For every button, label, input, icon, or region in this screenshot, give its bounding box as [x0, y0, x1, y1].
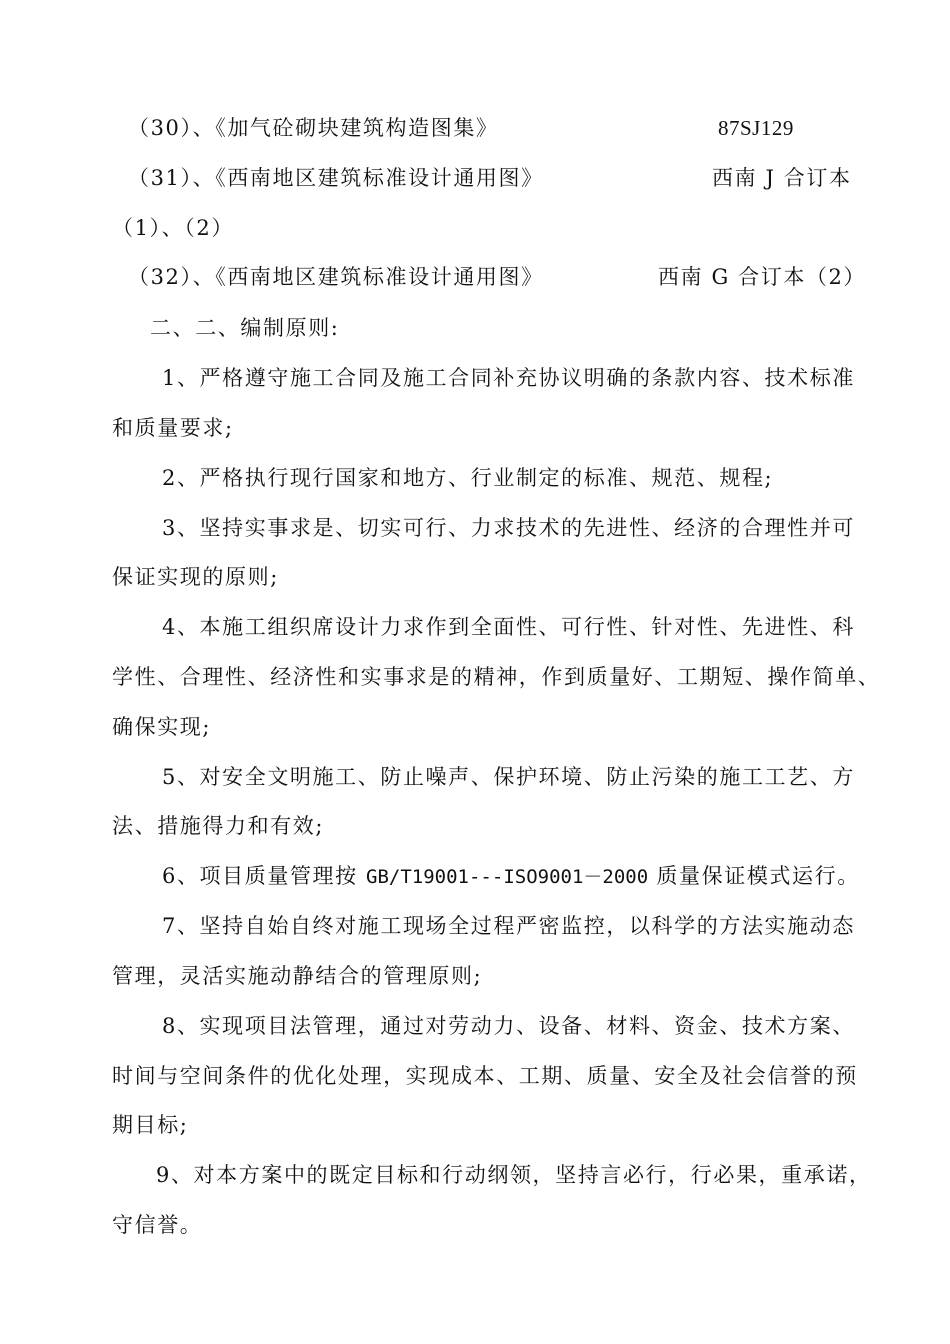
principle-3-line-1: 3、坚持实事求是、切实可行、力求技术的先进性、经济的合理性并可	[162, 516, 855, 540]
ref-30	[128, 113, 499, 143]
ref-30-code	[718, 113, 794, 143]
ref-32-code	[658, 262, 866, 292]
principle-9-line-2: 守信誉。	[112, 1213, 203, 1237]
ref-32	[128, 262, 544, 292]
principle-4-line-2: 学性、合理性、经济性和实事求是的精神，作到质量好、工期短、操作简单、	[112, 665, 881, 689]
principle-1-line-1: 1、严格遵守施工合同及施工合同补充协议明确的条款内容、技术标准	[162, 366, 855, 390]
principle-6-text-b: 质量保证模式运行。	[656, 864, 860, 888]
principle-8-line-3: 期目标;	[112, 1113, 189, 1137]
ref-code: 西南 G 合订本（2）	[658, 265, 867, 289]
principle-2-line-1: 2、严格执行现行国家和地方、行业制定的标准、规范、规程;	[162, 466, 774, 490]
principle-6-text-a: 6、项目质量管理按	[162, 864, 358, 888]
ref-code: 西南 J 合订本	[712, 166, 852, 190]
principle-4-line-1: 4、本施工组织席设计力求作到全面性、可行性、针对性、先进性、科	[162, 615, 855, 639]
ref-31-cont	[112, 213, 234, 243]
principle-9-line-1: 9、对本方案中的既定目标和行动纲领，坚持言必行，行必果，重承诺，	[156, 1163, 872, 1187]
principle-3-line-2: 保证实现的原则;	[112, 565, 279, 589]
principle-1-line-2: 和质量要求;	[112, 416, 234, 440]
ref-cont: （1）、（2）	[112, 216, 234, 240]
principle-5-line-1: 5、对安全文明施工、防止噪声、保护环境、防止污染的施工工艺、方	[162, 765, 855, 789]
ref-code: 87SJ129	[718, 116, 794, 140]
ref-31	[128, 163, 544, 193]
principle-8-line-2: 时间与空间条件的优化处理，实现成本、工期、质量、安全及社会信誉的预	[112, 1064, 858, 1088]
principle-6-standard-code: GB/T19001---ISO9001－2000	[366, 866, 649, 888]
principle-7-line-1: 7、坚持自始自终对施工现场全过程严密监控，以科学的方法实施动态	[162, 914, 855, 938]
principle-4-line-3: 确保实现;	[112, 715, 212, 739]
ref-label: （32）、《西南地区建筑标准设计通用图》	[128, 265, 544, 289]
principle-7-line-2: 管理，灵活实施动静结合的管理原则;	[112, 964, 483, 988]
ref-label: （31）、《西南地区建筑标准设计通用图》	[128, 166, 544, 190]
principle-5-line-2: 法、措施得力和有效;	[112, 814, 325, 838]
ref-31-code	[712, 163, 852, 193]
section-title: 二、二、编制原则:	[150, 316, 340, 340]
principle-8-line-1: 8、实现项目法管理，通过对劳动力、设备、材料、资金、技术方案、	[162, 1014, 855, 1038]
ref-label: （30）、《加气砼砌块建筑构造图集》	[128, 116, 499, 140]
principle-6-line-1	[162, 861, 860, 892]
